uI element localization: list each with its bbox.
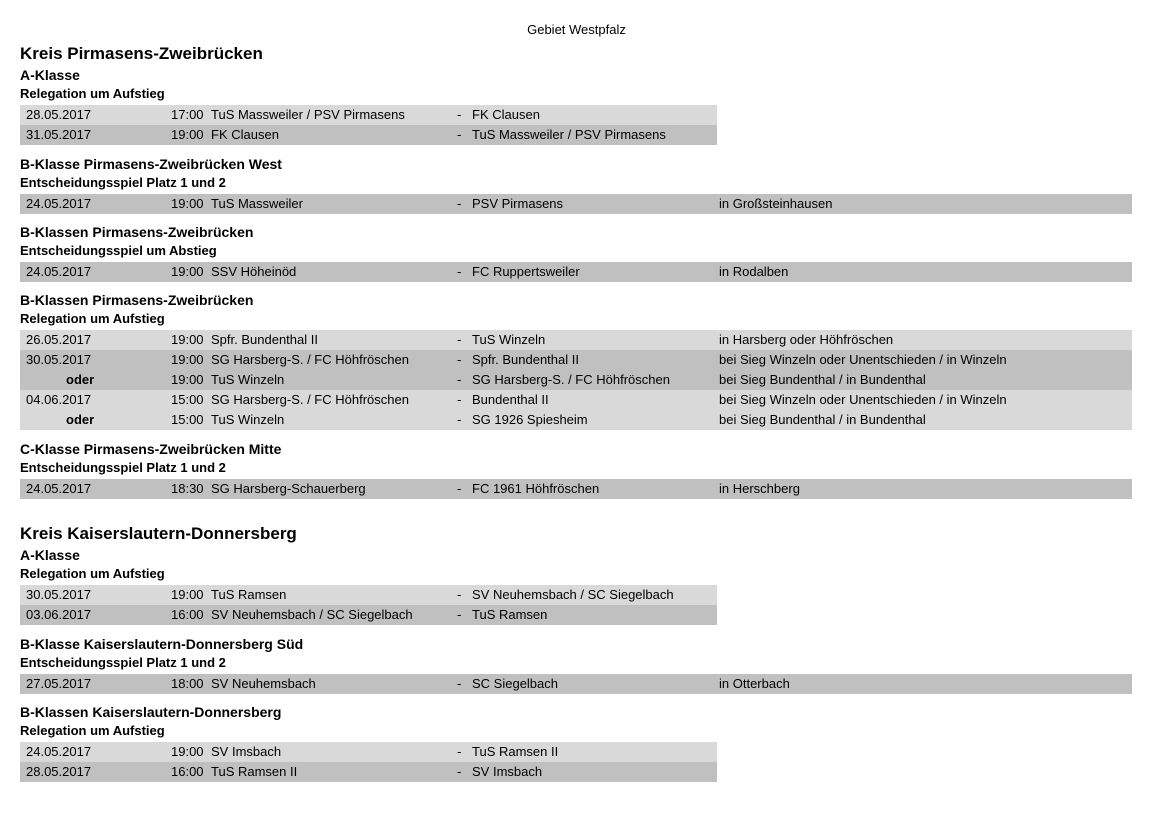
match-row bbox=[20, 105, 717, 125]
away-team: TuS Massweiler / PSV Pirmasens bbox=[472, 127, 666, 142]
klasse-heading: A-Klasse bbox=[20, 547, 80, 563]
match-date: 28.05.2017 bbox=[26, 107, 92, 122]
versus-dash: - bbox=[457, 607, 462, 622]
home-team: SG Harsberg-Schauerberg bbox=[211, 481, 366, 496]
match-time: 19:00 bbox=[171, 127, 204, 142]
match-venue: in Harsberg oder Höhfröschen bbox=[719, 332, 894, 347]
section-b-klasse-west bbox=[20, 154, 1132, 214]
kreis-kaiserslautern-donnersberg bbox=[20, 523, 717, 625]
kreis-heading: Kreis Pirmasens-Zweibrücken bbox=[20, 44, 263, 63]
match-row bbox=[20, 742, 717, 762]
match-date-alternative: oder bbox=[66, 372, 95, 387]
match-venue: in Herschberg bbox=[719, 481, 800, 496]
away-team: FK Clausen bbox=[472, 107, 540, 122]
away-team: SG Harsberg-S. / FC Höhfröschen bbox=[472, 372, 670, 387]
match-date: 26.05.2017 bbox=[26, 332, 92, 347]
section-subtitle: Relegation um Aufstieg bbox=[20, 566, 165, 581]
match-date: 27.05.2017 bbox=[26, 676, 92, 691]
match-venue: in Rodalben bbox=[719, 264, 789, 279]
match-date: 04.06.2017 bbox=[26, 392, 92, 407]
section-c-klasse-mitte bbox=[20, 439, 1132, 499]
match-date: 03.06.2017 bbox=[26, 607, 92, 622]
home-team: TuS Massweiler bbox=[211, 196, 303, 211]
versus-dash: - bbox=[457, 352, 462, 367]
match-row bbox=[20, 350, 1132, 370]
match-time: 19:00 bbox=[171, 744, 204, 759]
home-team: SV Neuhemsbach bbox=[211, 676, 316, 691]
home-team: TuS Winzeln bbox=[211, 372, 285, 387]
match-row bbox=[20, 479, 1132, 499]
page-title: Gebiet Westpfalz bbox=[527, 22, 626, 37]
section-subtitle: Entscheidungsspiel Platz 1 und 2 bbox=[20, 655, 226, 670]
section-a-klasse bbox=[20, 545, 717, 625]
away-team: FC 1961 Höhfröschen bbox=[472, 481, 600, 496]
section-subtitle: Entscheidungsspiel um Abstieg bbox=[20, 243, 217, 258]
versus-dash: - bbox=[457, 676, 462, 691]
match-date: 24.05.2017 bbox=[26, 481, 92, 496]
section-subtitle: Entscheidungsspiel Platz 1 und 2 bbox=[20, 460, 226, 475]
match-venue: bei Sieg Winzeln oder Unentschieden / in Winzeln bbox=[719, 392, 1007, 407]
versus-dash: - bbox=[457, 587, 462, 602]
klasse-heading: B-Klasse Kaiserslautern-Donnersberg Süd bbox=[20, 636, 304, 652]
match-time: 17:00 bbox=[171, 107, 204, 122]
match-row bbox=[20, 194, 1132, 214]
match-time: 19:00 bbox=[171, 332, 204, 347]
versus-dash: - bbox=[457, 372, 462, 387]
match-venue: bei Sieg Bundenthal / in Bundenthal bbox=[719, 372, 926, 387]
match-date-alternative: oder bbox=[66, 412, 95, 427]
away-team: SG 1926 Spiesheim bbox=[472, 412, 588, 427]
section-subtitle: Relegation um Aufstieg bbox=[20, 86, 165, 101]
match-date: 30.05.2017 bbox=[26, 587, 92, 602]
klasse-heading: B-Klassen Kaiserslautern-Donnersberg bbox=[20, 704, 282, 720]
match-time: 19:00 bbox=[171, 372, 204, 387]
section-subtitle: Relegation um Aufstieg bbox=[20, 311, 165, 326]
match-time: 19:00 bbox=[171, 196, 204, 211]
match-venue: in Großsteinhausen bbox=[719, 196, 833, 211]
away-team: TuS Ramsen bbox=[472, 607, 548, 622]
kreis-heading: Kreis Kaiserslautern-Donnersberg bbox=[20, 524, 297, 543]
section-subtitle: Relegation um Aufstieg bbox=[20, 723, 165, 738]
match-venue: bei Sieg Bundenthal / in Bundenthal bbox=[719, 412, 926, 427]
section-b-klassen-kl-don bbox=[20, 702, 717, 782]
versus-dash: - bbox=[457, 764, 462, 779]
match-row bbox=[20, 125, 717, 145]
versus-dash: - bbox=[457, 196, 462, 211]
section-subtitle: Entscheidungsspiel Platz 1 und 2 bbox=[20, 175, 226, 190]
home-team: TuS Winzeln bbox=[211, 412, 285, 427]
match-row bbox=[20, 370, 1132, 390]
match-row bbox=[20, 390, 1132, 410]
away-team: Bundenthal II bbox=[472, 392, 549, 407]
versus-dash: - bbox=[457, 332, 462, 347]
match-time: 16:00 bbox=[171, 607, 204, 622]
match-row bbox=[20, 410, 1132, 430]
home-team: SG Harsberg-S. / FC Höhfröschen bbox=[211, 392, 409, 407]
away-team: FC Ruppertsweiler bbox=[472, 264, 580, 279]
klasse-heading: A-Klasse bbox=[20, 67, 80, 83]
match-venue: bei Sieg Winzeln oder Unentschieden / in Winzeln bbox=[719, 352, 1007, 367]
away-team: TuS Winzeln bbox=[472, 332, 546, 347]
versus-dash: - bbox=[457, 264, 462, 279]
section-b-klassen-aufstieg bbox=[20, 290, 1132, 430]
match-date: 30.05.2017 bbox=[26, 352, 92, 367]
versus-dash: - bbox=[457, 412, 462, 427]
match-date: 28.05.2017 bbox=[26, 764, 92, 779]
match-row bbox=[20, 262, 1132, 282]
match-row bbox=[20, 674, 1132, 694]
match-date: 24.05.2017 bbox=[26, 264, 92, 279]
section-b-klassen-abstieg bbox=[20, 222, 1132, 282]
match-time: 19:00 bbox=[171, 352, 204, 367]
match-time: 19:00 bbox=[171, 264, 204, 279]
match-row bbox=[20, 762, 717, 782]
match-venue: in Otterbach bbox=[719, 676, 790, 691]
match-time: 15:00 bbox=[171, 392, 204, 407]
klasse-heading: B-Klassen Pirmasens-Zweibrücken bbox=[20, 292, 254, 308]
klasse-heading: B-Klasse Pirmasens-Zweibrücken West bbox=[20, 156, 282, 172]
match-row bbox=[20, 605, 717, 625]
versus-dash: - bbox=[457, 392, 462, 407]
home-team: SV Imsbach bbox=[211, 744, 282, 759]
away-team: SV Neuhemsbach / SC Siegelbach bbox=[472, 587, 674, 602]
versus-dash: - bbox=[457, 127, 462, 142]
match-row bbox=[20, 585, 717, 605]
away-team: SC Siegelbach bbox=[472, 676, 558, 691]
match-time: 18:30 bbox=[171, 481, 204, 496]
home-team: TuS Massweiler / PSV Pirmasens bbox=[211, 107, 405, 122]
home-team: SV Neuhemsbach / SC Siegelbach bbox=[211, 607, 413, 622]
klasse-heading: C-Klasse Pirmasens-Zweibrücken Mitte bbox=[20, 441, 282, 457]
home-team: SG Harsberg-S. / FC Höhfröschen bbox=[211, 352, 409, 367]
home-team: TuS Ramsen bbox=[211, 587, 287, 602]
section-a-klasse bbox=[20, 65, 717, 145]
kreis-pirmasens-zweibruecken bbox=[20, 43, 717, 145]
away-team: TuS Ramsen II bbox=[472, 744, 559, 759]
away-team: PSV Pirmasens bbox=[472, 196, 564, 211]
home-team: SSV Höheinöd bbox=[211, 264, 297, 279]
match-row bbox=[20, 330, 1132, 350]
home-team: Spfr. Bundenthal II bbox=[211, 332, 318, 347]
match-time: 19:00 bbox=[171, 587, 204, 602]
match-date: 24.05.2017 bbox=[26, 196, 92, 211]
match-time: 18:00 bbox=[171, 676, 204, 691]
home-team: TuS Ramsen II bbox=[211, 764, 298, 779]
versus-dash: - bbox=[457, 107, 462, 122]
away-team: SV Imsbach bbox=[472, 764, 543, 779]
section-b-klasse-sued bbox=[20, 634, 1132, 694]
versus-dash: - bbox=[457, 481, 462, 496]
away-team: Spfr. Bundenthal II bbox=[472, 352, 579, 367]
match-date: 31.05.2017 bbox=[26, 127, 92, 142]
home-team: FK Clausen bbox=[211, 127, 279, 142]
klasse-heading: B-Klassen Pirmasens-Zweibrücken bbox=[20, 224, 254, 240]
versus-dash: - bbox=[457, 744, 462, 759]
match-date: 24.05.2017 bbox=[26, 744, 92, 759]
match-time: 15:00 bbox=[171, 412, 204, 427]
match-time: 16:00 bbox=[171, 764, 204, 779]
